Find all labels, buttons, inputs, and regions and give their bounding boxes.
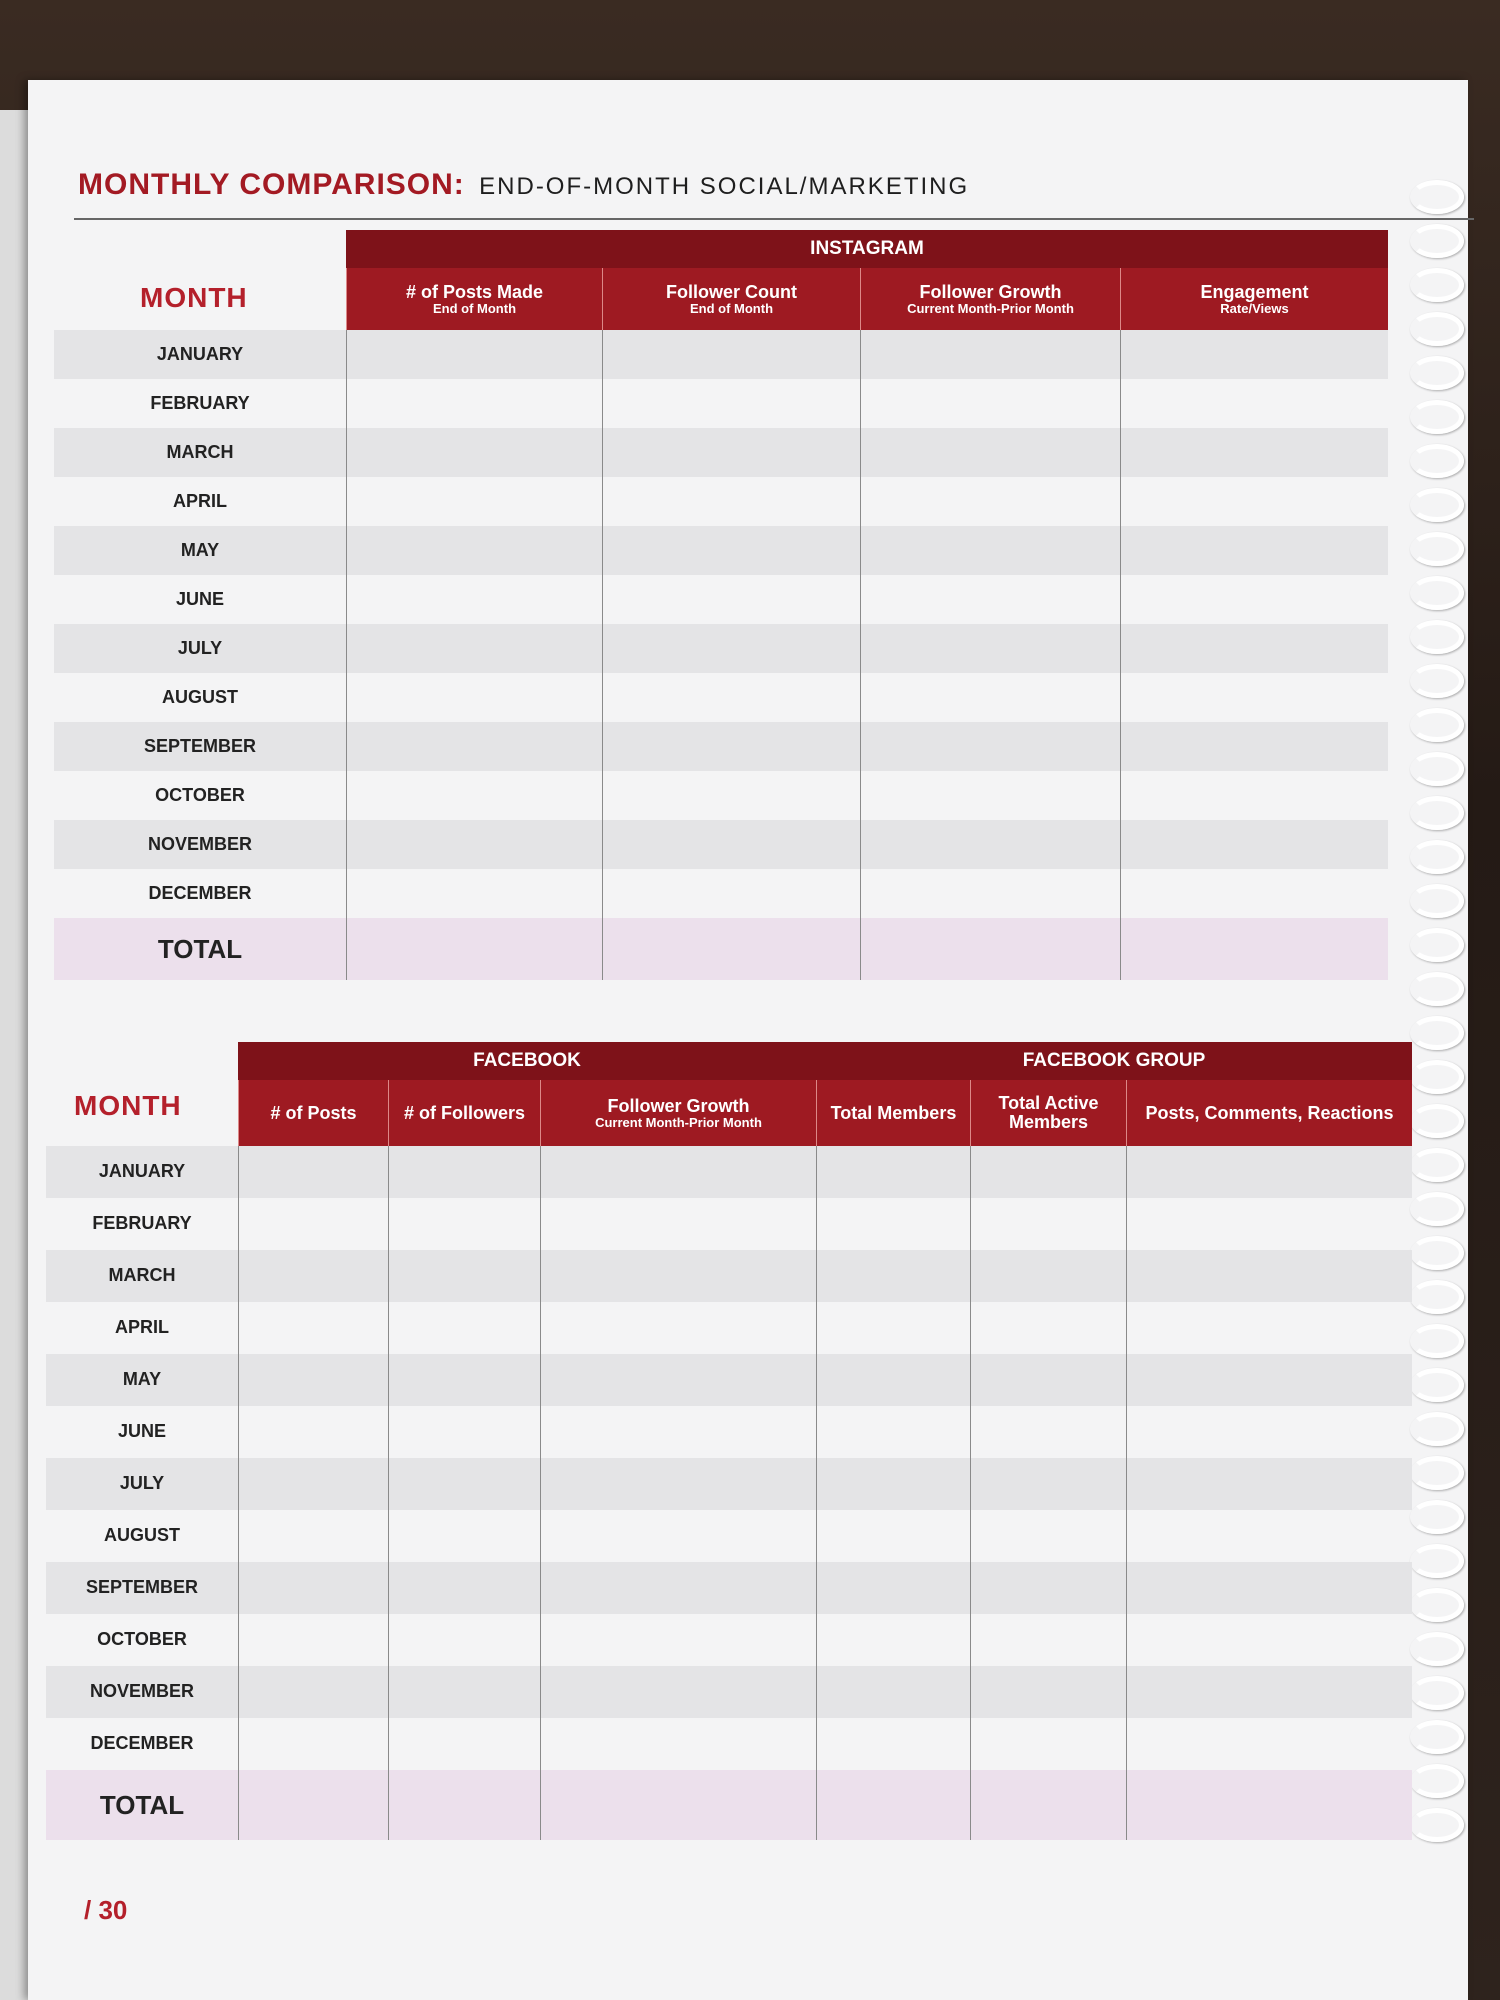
- table-row: [46, 1302, 1412, 1354]
- spiral-coil: [1410, 884, 1464, 918]
- total-label: TOTAL: [157, 934, 243, 964]
- row-label-october: OCTOBER: [155, 784, 245, 805]
- table-row: [46, 1406, 1412, 1458]
- spiral-coil: [1410, 1456, 1464, 1490]
- spiral-coil: [1410, 1148, 1464, 1182]
- column-header-title: # of Posts: [270, 1102, 357, 1123]
- spiral-coil: [1410, 1676, 1464, 1710]
- column-header-title: # of Followers: [403, 1102, 526, 1123]
- row-label-february: FEBRUARY: [92, 1213, 192, 1233]
- column-header: [238, 1080, 388, 1146]
- row-label-august: AUGUST: [162, 686, 238, 707]
- row-label-january: JANUARY: [98, 1161, 186, 1181]
- row-label-april: APRIL: [115, 1317, 169, 1337]
- title-divider: [74, 218, 1474, 220]
- spiral-coil: [1410, 928, 1464, 962]
- column-header-title: Follower Growth: [607, 1095, 750, 1116]
- spiral-coil: [1410, 444, 1464, 478]
- spiral-coil: [1410, 312, 1464, 346]
- row-label-february: FEBRUARY: [150, 392, 250, 413]
- column-header-title: Total Members: [830, 1102, 957, 1123]
- column-header-title: Total Active Members: [998, 1093, 1099, 1132]
- column-header: [816, 1080, 970, 1146]
- column-divider: [1120, 330, 1121, 980]
- row-label-august: AUGUST: [104, 1525, 180, 1545]
- row-label-june: JUNE: [175, 588, 224, 609]
- table-row: [46, 1250, 1412, 1302]
- spiral-coil: [1410, 1236, 1464, 1270]
- instagram-month-label: MONTH: [140, 282, 248, 313]
- row-label-november: NOVEMBER: [89, 1681, 194, 1701]
- row-label-july: JULY: [119, 1473, 165, 1493]
- column-divider: [816, 1146, 817, 1840]
- facebook-group-header: FACEBOOK: [238, 1042, 816, 1080]
- table-row: [46, 1562, 1412, 1614]
- row-label-october: OCTOBER: [97, 1629, 187, 1649]
- spiral-coil: [1410, 532, 1464, 566]
- spiral-coil: [1410, 1060, 1464, 1094]
- table-row: [46, 1146, 1412, 1198]
- row-label-may: MAY: [122, 1369, 162, 1389]
- column-header: [602, 268, 860, 330]
- row-label-june: JUNE: [117, 1421, 166, 1441]
- spiral-coil: [1410, 664, 1464, 698]
- spiral-coil: [1410, 1544, 1464, 1578]
- column-divider: [346, 330, 347, 980]
- spiral-coil: [1410, 1368, 1464, 1402]
- total-label: TOTAL: [99, 1790, 185, 1820]
- column-divider: [860, 330, 861, 980]
- page-title-bold: MONTHLY COMPARISON:: [78, 168, 465, 201]
- spiral-coil: [1410, 708, 1464, 742]
- row-label-april: APRIL: [173, 490, 227, 511]
- column-divider: [388, 1146, 389, 1840]
- table-row: [46, 1510, 1412, 1562]
- spiral-coil: [1410, 1016, 1464, 1050]
- spiral-coil: [1410, 1280, 1464, 1314]
- column-header-subtitle: Rate/Views: [1220, 300, 1289, 316]
- spiral-coil: [1410, 1720, 1464, 1754]
- column-header-subtitle: End of Month: [432, 300, 517, 316]
- column-header-title: Posts, Comments, Reactions: [1145, 1102, 1394, 1123]
- column-header: [1126, 1080, 1412, 1146]
- spiral-coil: [1410, 1104, 1464, 1138]
- spiral-coil: [1410, 576, 1464, 610]
- column-divider: [238, 1146, 239, 1840]
- column-header: [1120, 268, 1388, 330]
- table-row: [46, 1198, 1412, 1250]
- row-label-november: NOVEMBER: [147, 833, 252, 854]
- column-header-subtitle: Current Month-Prior Month: [595, 1114, 762, 1130]
- row-label-september: SEPTEMBER: [85, 1577, 199, 1597]
- page-number: / 30: [84, 1895, 128, 1925]
- facebook-group-group-header: FACEBOOK GROUP: [816, 1042, 1412, 1080]
- row-label-march: MARCH: [108, 1265, 176, 1285]
- row-label-july: JULY: [177, 637, 223, 658]
- spiral-coil: [1410, 488, 1464, 522]
- column-header-title: # of Posts Made: [405, 281, 544, 302]
- column-header-title: Follower Count: [666, 281, 797, 302]
- column-divider: [540, 1146, 541, 1840]
- row-label-december: DECEMBER: [90, 1733, 194, 1753]
- column-header-subtitle: Current Month-Prior Month: [907, 300, 1074, 316]
- row-label-september: SEPTEMBER: [143, 735, 257, 756]
- spiral-coil: [1410, 224, 1464, 258]
- column-header: [540, 1080, 816, 1146]
- spiral-coil: [1410, 1324, 1464, 1358]
- spiral-coil: [1410, 1808, 1464, 1842]
- row-label-may: MAY: [180, 539, 220, 560]
- spiral-coil: [1410, 400, 1464, 434]
- column-header: [860, 268, 1120, 330]
- spiral-coil: [1410, 180, 1464, 214]
- table-row: [46, 1666, 1412, 1718]
- spiral-coil: [1410, 840, 1464, 874]
- spiral-coil: [1410, 796, 1464, 830]
- row-label-january: JANUARY: [156, 343, 244, 364]
- page-title-subtitle: END-OF-MONTH SOCIAL/MARKETING: [479, 173, 970, 200]
- column-header: [388, 1080, 540, 1146]
- table-row: [46, 1614, 1412, 1666]
- column-header: [970, 1080, 1126, 1146]
- row-label-march: MARCH: [166, 441, 234, 462]
- column-header-subtitle: End of Month: [689, 300, 774, 316]
- notebook-page: [28, 80, 1468, 2000]
- column-divider: [1126, 1146, 1127, 1840]
- instagram-group-header: INSTAGRAM: [346, 230, 1388, 268]
- facebook-month-label: MONTH: [74, 1090, 182, 1121]
- spiral-coil: [1410, 1632, 1464, 1666]
- column-header: [346, 268, 602, 330]
- row-label-december: DECEMBER: [148, 882, 252, 903]
- total-row: [46, 1770, 1412, 1840]
- column-header-title: Follower Growth: [919, 281, 1062, 302]
- table-row: [46, 1718, 1412, 1770]
- column-divider: [970, 1146, 971, 1840]
- table-row: [46, 1354, 1412, 1406]
- page-title: [78, 168, 969, 202]
- column-header-title: Engagement: [1200, 281, 1309, 302]
- spiral-coil: [1410, 1412, 1464, 1446]
- spiral-coil: [1410, 972, 1464, 1006]
- column-divider: [602, 330, 603, 980]
- table-row: [46, 1458, 1412, 1510]
- spiral-coil: [1410, 1764, 1464, 1798]
- spiral-coil: [1410, 1192, 1464, 1226]
- spiral-coil: [1410, 268, 1464, 302]
- spiral-coil: [1410, 752, 1464, 786]
- spiral-coil: [1410, 620, 1464, 654]
- spiral-coil: [1410, 1500, 1464, 1534]
- spiral-coil: [1410, 1588, 1464, 1622]
- spiral-coil: [1410, 356, 1464, 390]
- spiral-binding: [1408, 180, 1468, 1880]
